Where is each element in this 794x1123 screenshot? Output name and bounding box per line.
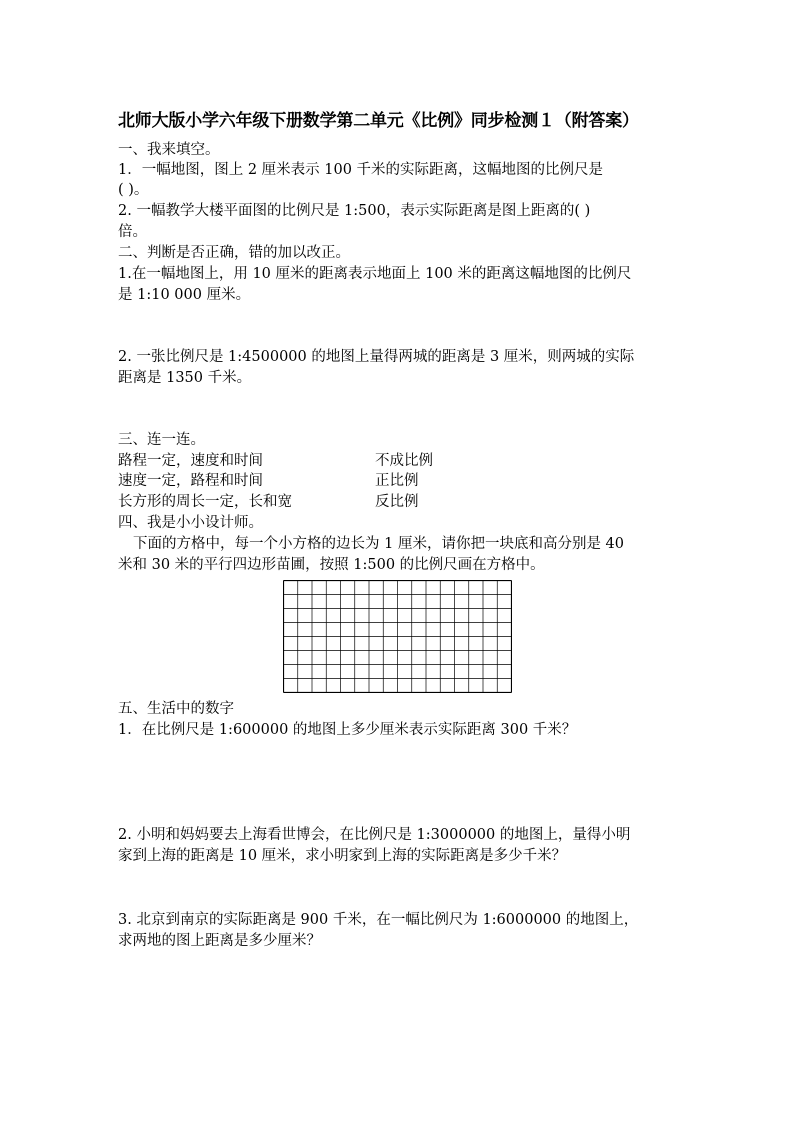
match-right-item: 正比例 [375,473,419,489]
match-left-item: 路程一定，速度和时间 [118,453,263,469]
s4-paragraph-line1: 下面的方格中，每一个小方格的边长为 1 厘米，请你把一块底和高分别是 40 [133,536,625,552]
section-4-heading: 四、我是小小设计师。 [118,515,263,531]
s5-q3-line1: 3. 北京到南京的实际距离是 900 千米，在一幅比例尺为 1:6000000 的地图上， [118,912,639,928]
match-left-item: 速度一定，路程和时间 [118,473,263,489]
s1-q2-line2: 倍。 [118,224,147,240]
s2-q1-line1: 1.在一幅地图上，用 10 厘米的距离表示地面上 100 米的距离这幅地图的比例尺 [118,266,632,282]
match-left-item: 长方形的周长一定，长和宽 [118,494,292,510]
s5-q2-line1: 2. 小明和妈妈要去上海看世博会，在比例尺是 1:3000000 的地图上，量得小明 [118,827,631,843]
section-5-heading: 五、生活中的数字 [118,701,234,717]
section-1-heading: 一、我来填空。 [118,142,220,158]
s1-q1-line2: ( )。 [118,182,149,198]
s5-q2-line2: 家到上海的距离是 10 厘米，求小明家到上海的实际距离是多少千米？ [118,848,567,864]
s5-q1: 1．在比例尺是 1:600000 的地图上多少厘米表示实际距离 300 千米？ [118,722,577,738]
section-2-heading: 二、判断是否正确，错的加以改正。 [118,245,350,261]
s4-paragraph-line2: 米和 30 米的平行四边形苗圃，按照 1:500 的比例尺画在方格中。 [118,557,545,573]
grid-canvas[interactable] [283,580,512,693]
section-3-heading: 三、连一连。 [118,432,205,448]
match-right-item: 不成比例 [375,453,433,469]
page-title: 北师大版小学六年级下册数学第二单元《比例》同步检测１（附答案） [118,111,639,131]
s1-q2-line1: 2. 一幅教学大楼平面图的比例尺是 1:500，表示实际距离是图上距离的( ) [118,203,591,219]
s2-q2-line1: 2. 一张比例尺是 1:4500000 的地图上量得两城的距离是 3 厘米，则两城的实际 [118,349,635,365]
s5-q3-line2: 求两地的图上距离是多少厘米？ [118,933,321,949]
match-right-item: 反比例 [375,494,419,510]
s2-q2-line2: 距离是 1350 千米。 [118,370,252,386]
s2-q1-line2: 是 1:10 000 厘米。 [118,287,251,303]
drawing-grid[interactable] [283,580,512,693]
s1-q1-line1: 1．一幅地图，图上 2 厘米表示 100 千米的实际距离，这幅地图的比例尺是 [118,162,604,178]
